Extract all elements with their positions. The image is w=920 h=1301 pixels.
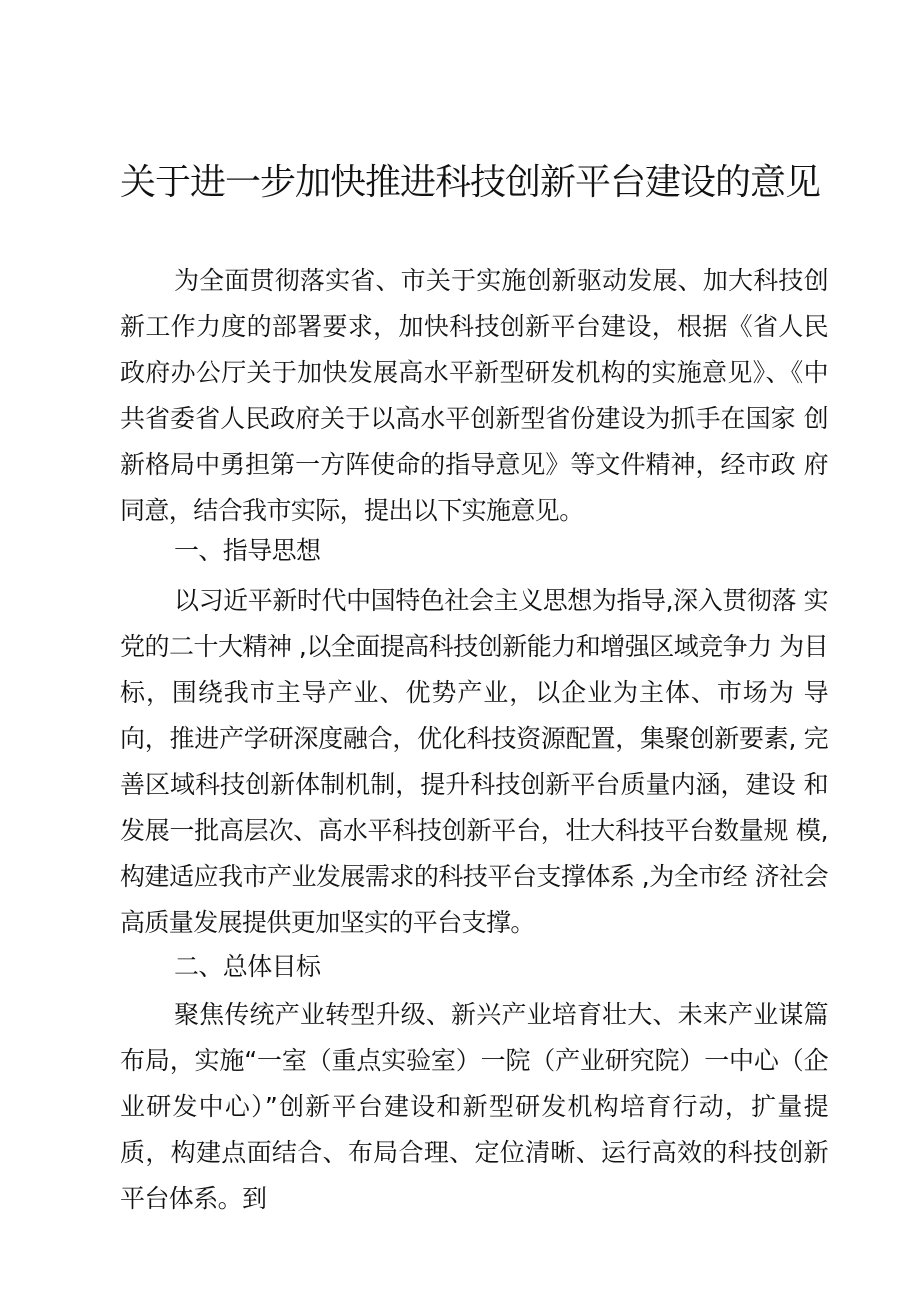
section-heading-overall-goals: 二、总体目标 xyxy=(174,952,321,981)
section-heading-guiding-ideology: 一、指导思想 xyxy=(174,536,321,565)
document-title: 关于进一步加快推进科技创新平台建设的意见 xyxy=(120,162,821,203)
overall-goals-paragraph: 聚焦传统产业转型升级、新兴产业培育壮大、未来产业谋篇 布局，实施“一室（重点实验室）一院（产业研究院）一中心（企 业研发中心）”创新平台建设和新型研发机构培育行动，扩量提 质，构建点面结合、布局合理、定位清晰、运行高效的科技创新 平台体系。到 xyxy=(120,1000,828,1213)
guiding-ideology-paragraph: 以习近平新时代中国特色社会主义思想为指导,深入贯彻落 实党的二十大精神 ,以全面提高科技创新能力和增强区域竞争力 为目标，围绕我市主导产业、优势产业，以企业为主体、市场为 导向，推进产学研深度融合，优化科技资源配置，集聚创新要素, 完善区域科技创新体制机制，提升科技创新平台质量内涵，建设 和发展一批高层次、高水平科技创新平台，壮大科技平台数量规 模,构建适应我市产业发展需求的科技平台支撑体系 ,为全市经 济社会高质量发展提供更加坚实的平台支撑。 xyxy=(120,586,828,937)
intro-paragraph: 为全面贯彻落实省、市关于实施创新驱动发展、加大科技创 新工作力度的部署要求，加快科技创新平台建设，根据《省人民 政府办公厅关于加快发展高水平新型研发机构的实施意见》、《中 共省委省人民政府关于以高水平创新型省份建设为抓手在国家 创新格局中勇担第一方阵使命的指导意见》等文件精神，经市政 府同意，结合我市实际，提出以下实施意见。 xyxy=(120,266,828,525)
